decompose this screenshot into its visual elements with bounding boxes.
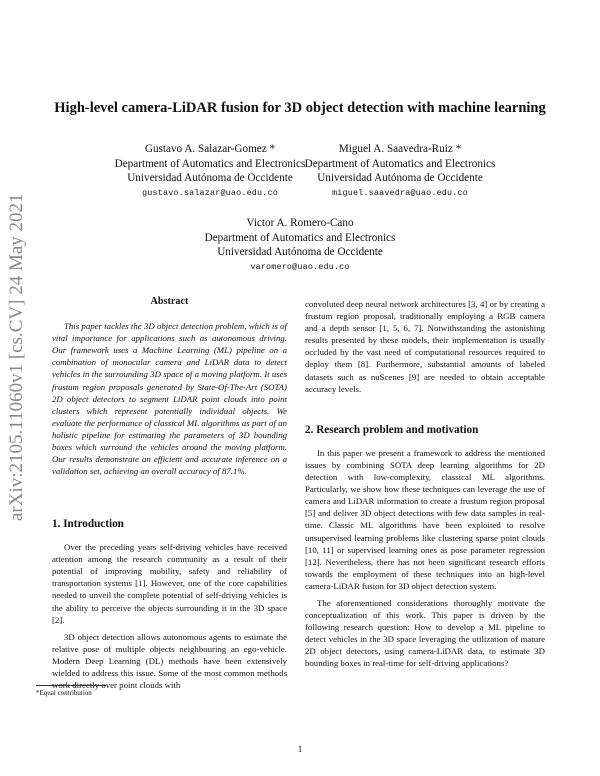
author-email[interactable]: varomero@uao.edu.co [250, 261, 350, 272]
abstract-section [52, 296, 287, 477]
author-2 [300, 142, 500, 200]
intro-paragraph-2: 3D object detection allows autonomous agents to estimate the relative pose of multiple objects neighbouring an ego-vehicle. Modern Deep Learning (DL) methods have been extensively wielded to address this issue. Some of the most common methods work directly over point clouds with [52, 631, 287, 691]
paper-title: High-level camera-LiDAR fusion for 3D object detection with machine learning [54, 100, 546, 116]
author-univ: Universidad Autónoma de Occidente [217, 246, 383, 259]
author-name: Victor A. Romero-Cano [246, 217, 354, 229]
abstract-heading: Abstract [150, 296, 189, 307]
introduction-section [52, 518, 287, 696]
page-number: 1 [297, 744, 303, 754]
footnote-rule [36, 685, 106, 686]
abstract-text: This paper tackles the 3D object detection problem, which is of vital importance for applications such as autonomous driving. Our framework uses a Machine Learning (ML) pipeline on a combination of monocular camera and LiDAR data to detect vehicles in the surrounding 3D space of a moving platform. It uses frustum region proposals generated by State-Of-The-Art (SOTA) 2D object detectors to segment LiDAR point clouds into point clusters which represent potentially individual objects. We evaluate the performance of classical ML algorithms as part of an holistic pipeline for estimating the parameters of 3D bounding boxes which surround the vehicles around the moving platform. Our results demonstrate an efficient and accurate inference on a validation set, achieving an overall accuracy of 87.1%. [52, 321, 287, 477]
right-column [305, 298, 545, 675]
author-3 [195, 216, 405, 274]
research-paragraph-2: The aforementioned considerations thoroughly motivate the conceptualization of this work. This paper is driven by the following research question: How to develop a ML pipeline to detect vehicles in the 3D space leveraging the utilization of mature 2D object detectors, using camera-LiDAR data, to estimate 3D bounding boxes in real-time for self-driving applications? [305, 597, 545, 669]
author-dept: Department of Automatics and Electronics [304, 157, 496, 170]
author-name: Gustavo A. Salazar-Gomez * [144, 143, 276, 155]
arxiv-stamp: arXiv:2105.11060v1 [cs.CV] 24 May 2021 [6, 193, 27, 521]
author-email[interactable]: miguel.saavedra@uao.edu.co [332, 187, 468, 198]
author-1 [110, 142, 310, 200]
footnote: *Equal contribution [36, 689, 92, 697]
author-dept: Department of Automatics and Electronics [114, 157, 306, 170]
intro-heading: 1. Introduction [52, 518, 124, 530]
author-univ: Universidad Autónoma de Occidente [317, 172, 483, 185]
author-name: Miguel A. Saavedra-Ruiz * [338, 143, 462, 155]
author-univ: Universidad Autónoma de Occidente [127, 172, 293, 185]
research-heading: 2. Research problem and motivation [305, 423, 479, 436]
intro-paragraph-1: Over the preceding years self-driving vehicles have received attention among the research community as a result of their potential of improving mobility, safety and reliability of transportation systems [1]. However, one of the core capabilities needed to unveil the complete potential of self-driving vehicles is the ability to perceive the objects surrounding it in the 3D space [2]. [52, 542, 287, 625]
author-email[interactable]: gustavo.salazar@uao.edu.co [142, 187, 278, 198]
author-dept: Department of Automatics and Electronics [204, 231, 396, 244]
continued-paragraph: convoluted deep neural network architectures [3, 4] or by creating a frustum region proposal, traditionally employing a RGB camera and a depth sensor [1, 5, 6, 7]. Notwithstanding the astonishing results presented by these models, their implementation is usually occluded by the vast need of computational resources required to deploy them [8]. Furthermore, substantial amounts of labeled datasets such as nuScenes [9] are needed to obtain acceptable accuracy levels. [305, 299, 545, 394]
research-paragraph-1: In this paper we present a framework to address the mentioned issues by combining SOTA deep learning algorithms for 2D detection with low-complexity, classical ML algorithms. Particularly, we show how these techniques can leverage the use of camera and LiDAR information to create a frustum region proposal [5] and deliver 3D object detections with few data samples in real-time. Classic ML algorithms have been exploited to resolve unsupervised learning problems like clustering sparse point clouds [10, 11] or supervised learning ones as pose parameter regression [12]. Nevertheless, there has not been significant research efforts towards the employment of these techniques into an high-level camera-LiDAR fusion for 3D object detection system. [305, 447, 545, 591]
